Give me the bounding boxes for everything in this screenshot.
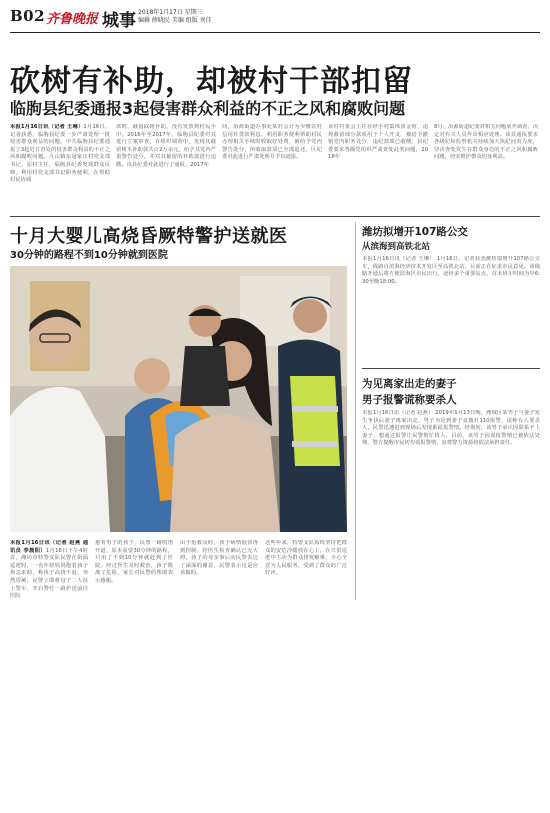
story-column-4: 这些年来，特警支队始终坚持把群众的安危冷暖放在心上，在日常巡逻中主动为群众排忧解难，全心全意为人民服务，受到了群众的广泛好评。 bbox=[265, 540, 347, 577]
story-subheadline: 30分钟的路程不到10分钟就到医院 bbox=[10, 250, 168, 261]
section-divider bbox=[10, 216, 540, 217]
sidebar-divider bbox=[355, 222, 356, 600]
masthead-logo: 齐鲁晚报 bbox=[46, 12, 99, 27]
story-byline: 本报1月16日讯（记者 赵燕 通讯员 李晨阳） bbox=[10, 540, 88, 554]
lead-column-1: 本报1月16日讯（记者 王琳）1月16日，记者获悉，临朐县纪委一步严肃处理一批侵害群众利益的问题。中共临朐县纪委通报了3起近日查处的侵害群众利益的不正之风和腐败问题。九山镇东逯家庄村党支部书记、原村主任，临朐县纪委发现群众反映，利用村党支部书记职务便利，在帮助村民协调 bbox=[10, 124, 110, 184]
page-number: B02 bbox=[10, 7, 46, 25]
side-story-1-headline: 潍坊拟增开107路公交 bbox=[362, 226, 468, 238]
story-column-3: 由于抢救及时，孩子病情很快得到控制，经医生检查确认已无大碍。孩子的母亲事后向民警表达了深深的谢意，民警表示这是应该做的。 bbox=[180, 540, 258, 577]
section-title: 城事 bbox=[102, 11, 136, 31]
side-story-1-body: 本报1月16日讯（记者 王琳） 1月16日，记者获悉潍坊拟增开107路公交车，线路自滨海经济技术开发区至高铁北站，目前正在征求市民意见。该线路开通后将方便滨海区市民出行，途经多个重要站点，首末班车时间为早6:30至晚18:00。 bbox=[362, 256, 540, 285]
side-story-2-headline: 为见离家出走的妻子 bbox=[362, 378, 457, 390]
side-story-2-subheadline: 男子报警谎称要杀人 bbox=[362, 394, 457, 406]
lead-dateline: 本报1月16日讯（记者 王琳） bbox=[10, 124, 84, 130]
news-photo bbox=[10, 266, 347, 532]
lead-column-2: 款时，截留砍树补助，没有发放到村民手中。2016年至2017年，临朐县纪委对其进行立案审查，在组织调查中，发现其截留树木补助款共计2万余元，给予其党内严重警告处分，并对其截留的补助款进行追缴。该县纪委对此进行了通报。2017年 bbox=[116, 124, 216, 168]
issue-editors: 编辑 薛晓民 美编 组版 刘佳 bbox=[138, 17, 212, 24]
issue-date: 2018年1月17日 星期三 bbox=[138, 9, 203, 16]
story-headline: 十月大婴儿高烧昏厥特警护送就医 bbox=[10, 226, 288, 247]
issue-meta bbox=[138, 9, 212, 25]
lead-headline: 砍树有补助，却被村干部扣留 bbox=[10, 64, 413, 99]
lead-column-3: 间，冶源街道办事处某村会计为少缴农村信用社贷款利息，利用职务便利帮助村民办理相关手续时收取好处费，被给予党内警告处分，所收取款项已全部退还。区纪委对此进行严肃处理并予以通报。 bbox=[222, 124, 322, 161]
side-divider bbox=[362, 368, 540, 369]
side-story-1-subheadline: 从滨海到高铁北站 bbox=[362, 242, 431, 252]
story-column-1: 本报1月16日讯（记者 赵燕 通讯员 李晨阳）1月16日下午4时许，潍坊市特警支队民警在街面巡逻时，一名年轻妈妈抱着孩子焦急求助，称孩子高烧不退、突然昏厥，民警立即将母子二人扶上警车，开启警灯一路护送前往医院 bbox=[10, 540, 88, 600]
story-column-2: 抱着男子的孩子，民警一路鸣笛开道，原本需要30分钟的路程，只用了不到10分钟就赶到了医院。经过医生及时救治，孩子脱离了危险，家长对民警的帮助表示感谢。 bbox=[95, 540, 173, 584]
side-story-2-body: 本报1月16日讯（记者 赵燕） 2019年1月13日晚，潍城区某男子与妻子发生争执后妻子离家出走，男子为见到妻子竟拨打110报警，谎称有人要杀人，民警迅速赶到现场后发现系谎报警情。经询问，该男子承认因联系不上妻子，想通过报警让民警帮忙找人。目前，该男子因谎报警情已被依法处理，警方提醒市民切勿谎报警情，浪费警力资源将依法承担责任。 bbox=[362, 410, 540, 447]
lead-column-5: 8月，冶源街道纪委对相关问题展开调查，决定对有关人员作出相应处理。该县通报要求各级纪检监察机关持续加大执纪问责力度，坚决查处发生在群众身边的不正之风和腐败问题，切实维护群众切身利益。 bbox=[434, 124, 538, 161]
lead-column-4: 该村村委会主任在经手村集体资金时，违规截留部分款项用于个人开支，被给予撤销党内职务处分，违纪款项已收缴。县纪委要求各级党组织严肃查处此类问题，2018年 bbox=[328, 124, 428, 161]
page-header bbox=[10, 7, 540, 33]
lead-subheadline: 临朐县纪委通报3起侵害群众利益的不正之风和腐败问题 bbox=[10, 99, 406, 118]
